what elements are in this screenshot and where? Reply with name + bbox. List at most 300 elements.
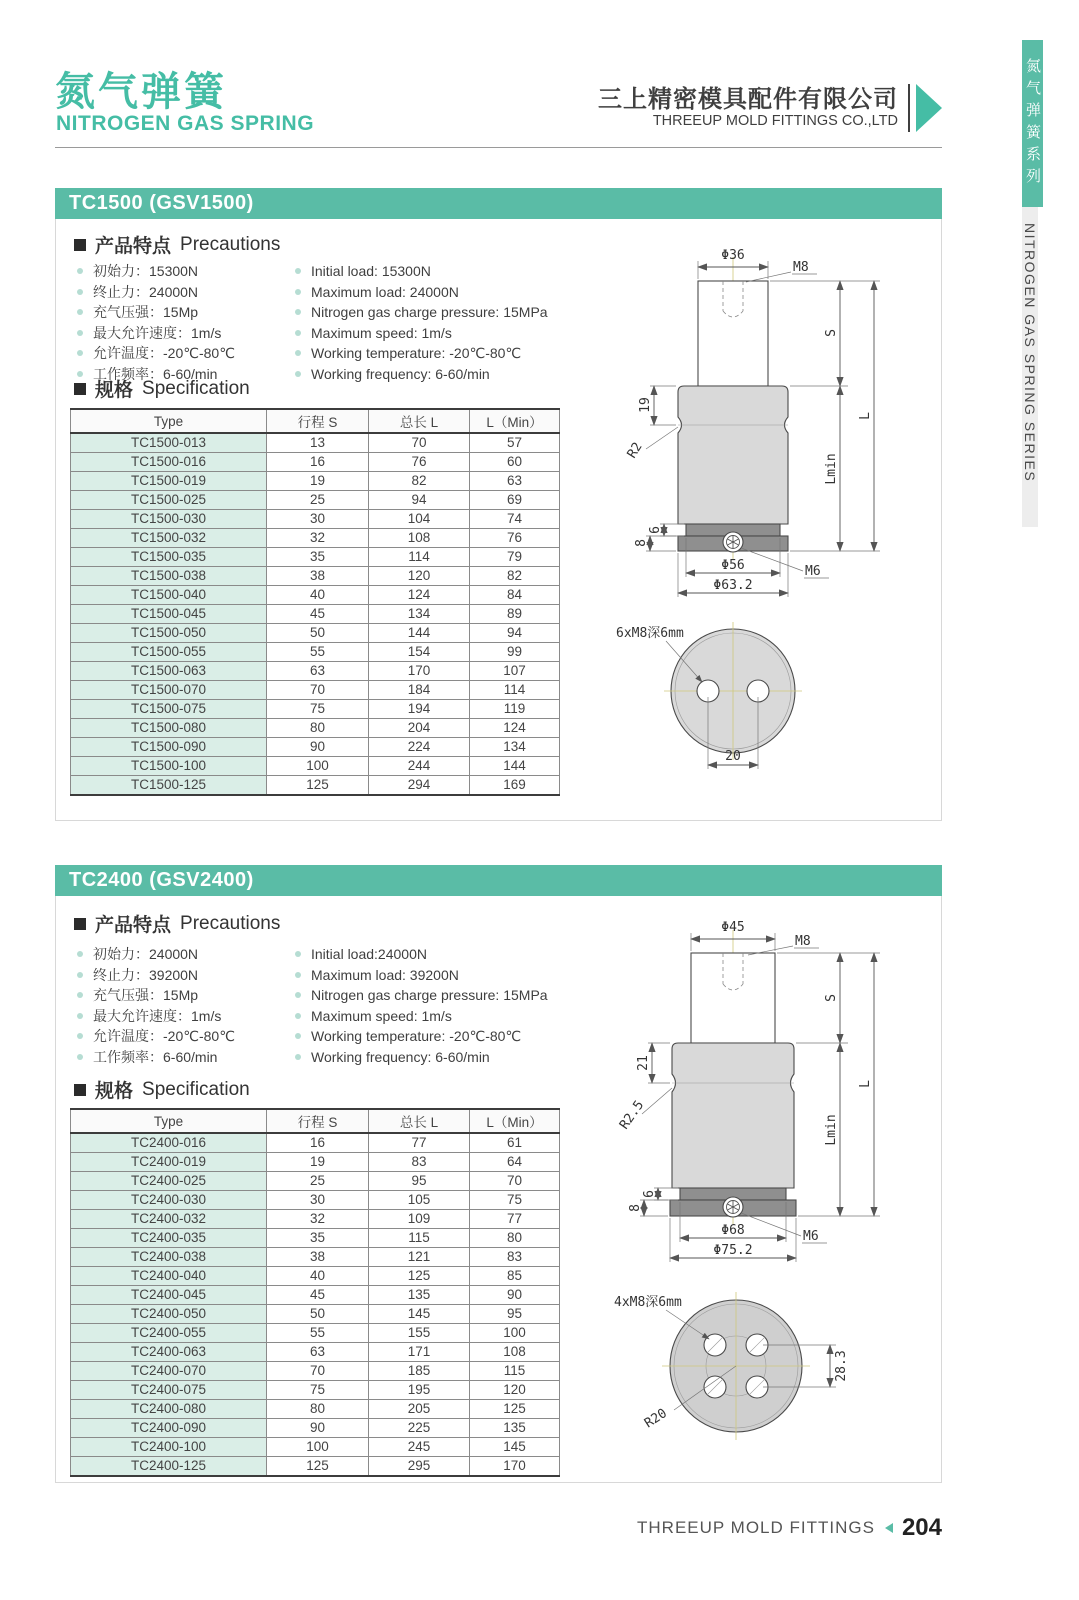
value-cell: 135	[470, 1419, 560, 1438]
type-cell: TC2400-063	[71, 1343, 267, 1362]
bolt-circle-radius: R20	[642, 1405, 670, 1432]
value-cell: 80	[267, 1400, 369, 1419]
company-name-en: THREEUP MOLD FITTINGS CO.,LTD	[652, 113, 898, 130]
value-cell: 63	[470, 472, 560, 491]
type-cell: TC1500-032	[71, 529, 267, 548]
precaution-item: Maximum load: 39200N	[294, 965, 548, 986]
value-cell: 76	[470, 529, 560, 548]
value-cell: 115	[470, 1362, 560, 1381]
dim-top-diameter: Φ36	[721, 248, 745, 263]
section-header-tc2400: TC2400 (GSV2400)	[55, 865, 942, 896]
dim-valve-thread: M6	[803, 1229, 819, 1244]
value-cell: 95	[369, 1172, 470, 1191]
type-cell: TC1500-045	[71, 605, 267, 624]
spec-table-tc1500	[70, 408, 560, 796]
dim-rod-thread: M8	[793, 260, 809, 275]
type-cell: TC1500-090	[71, 738, 267, 757]
value-cell: 154	[369, 643, 470, 662]
value-cell: 108	[470, 1343, 560, 1362]
section-tc2400	[55, 865, 942, 1483]
table-row	[71, 510, 560, 529]
value-cell: 169	[470, 776, 560, 796]
table-row	[71, 719, 560, 738]
precautions-title-en: Precautions	[180, 912, 281, 934]
table-row	[71, 1457, 560, 1477]
value-cell: 124	[470, 719, 560, 738]
type-cell: TC1500-055	[71, 643, 267, 662]
value-cell: 99	[470, 643, 560, 662]
precautions-list-cn	[76, 261, 235, 384]
value-cell: 94	[470, 624, 560, 643]
side-tab-series-en: NITROGEN GAS SPRING SERIES	[1022, 207, 1038, 527]
value-cell: 30	[267, 510, 369, 529]
precaution-item: 允许温度：-20℃-80℃	[76, 343, 235, 364]
dim-dia-inner: Φ68	[721, 1223, 745, 1238]
type-cell: TC2400-025	[71, 1172, 267, 1191]
table-row	[71, 1324, 560, 1343]
table-row	[71, 491, 560, 510]
dim-flange-h2: 8	[628, 1204, 643, 1212]
triangle-left-icon	[885, 1523, 893, 1533]
value-cell: 125	[267, 1457, 369, 1477]
table-row	[71, 1381, 560, 1400]
side-tab	[1022, 40, 1075, 527]
value-cell: 55	[267, 643, 369, 662]
value-cell: 16	[267, 1133, 369, 1153]
company-block	[598, 84, 942, 132]
value-cell: 100	[470, 1324, 560, 1343]
precaution-item: Working temperature: -20℃-80℃	[294, 343, 548, 364]
side-tab-series-cn: 氮气弹簧系列	[1022, 40, 1043, 207]
value-cell: 79	[470, 548, 560, 567]
type-cell: TC1500-035	[71, 548, 267, 567]
value-cell: 25	[267, 1172, 369, 1191]
dim-top-diameter: Φ45	[721, 920, 745, 935]
specification-heading	[74, 375, 250, 402]
type-cell: TC1500-080	[71, 719, 267, 738]
precaution-item: 终止力：24000N	[76, 282, 235, 303]
precaution-item: Working frequency: 6-60/min	[294, 1047, 548, 1068]
col-header-type: Type	[71, 1109, 267, 1133]
spec-title-cn: 规格	[95, 380, 134, 401]
value-cell: 124	[369, 586, 470, 605]
value-cell: 25	[267, 491, 369, 510]
dim-neck: 21	[636, 1055, 651, 1071]
value-cell: 77	[470, 1210, 560, 1229]
precaution-item: 最大允许速度：1m/s	[76, 1006, 235, 1027]
value-cell: 70	[369, 433, 470, 453]
value-cell: 60	[470, 453, 560, 472]
table-row	[71, 1229, 560, 1248]
value-cell: 194	[369, 700, 470, 719]
precautions-heading	[74, 910, 280, 937]
bottom-view	[616, 622, 802, 769]
value-cell: 120	[369, 567, 470, 586]
type-cell: TC2400-030	[71, 1191, 267, 1210]
bottom-hole-note: 6xM8深6mm	[616, 626, 684, 641]
dim-flange-h2: 8	[634, 539, 649, 547]
col-header-length: 总长 L	[369, 409, 470, 433]
square-bullet-icon	[74, 239, 86, 251]
value-cell: 115	[369, 1229, 470, 1248]
type-cell: TC2400-019	[71, 1153, 267, 1172]
value-cell: 100	[267, 757, 369, 776]
type-cell: TC1500-063	[71, 662, 267, 681]
value-cell: 184	[369, 681, 470, 700]
bottom-hole-dim: 20	[725, 749, 741, 764]
value-cell: 100	[267, 1438, 369, 1457]
value-cell: 155	[369, 1324, 470, 1343]
value-cell: 64	[470, 1153, 560, 1172]
dim-dia-outer: Φ75.2	[713, 1243, 753, 1258]
dim-lmin: Lmin	[824, 453, 839, 485]
value-cell: 35	[267, 548, 369, 567]
precaution-item: 最大允许速度：1m/s	[76, 323, 235, 344]
table-row	[71, 1305, 560, 1324]
precautions-list-cn	[76, 944, 235, 1067]
page-number: 204	[901, 1514, 942, 1541]
value-cell: 114	[369, 548, 470, 567]
table-row	[71, 567, 560, 586]
type-cell: TC2400-038	[71, 1248, 267, 1267]
precaution-item: 充气压强：15Mp	[76, 302, 235, 323]
value-cell: 195	[369, 1381, 470, 1400]
precaution-item: 终止力：39200N	[76, 965, 235, 986]
value-cell: 144	[369, 624, 470, 643]
value-cell: 294	[369, 776, 470, 796]
value-cell: 105	[369, 1191, 470, 1210]
value-cell: 70	[470, 1172, 560, 1191]
value-cell: 32	[267, 1210, 369, 1229]
value-cell: 55	[267, 1324, 369, 1343]
value-cell: 70	[267, 681, 369, 700]
type-cell: TC1500-125	[71, 776, 267, 796]
precaution-item: Initial load:24000N	[294, 944, 548, 965]
value-cell: 225	[369, 1419, 470, 1438]
value-cell: 70	[267, 1362, 369, 1381]
value-cell: 50	[267, 1305, 369, 1324]
table-row	[71, 548, 560, 567]
value-cell: 134	[369, 605, 470, 624]
value-cell: 83	[369, 1153, 470, 1172]
value-cell: 224	[369, 738, 470, 757]
piston-rod	[698, 281, 768, 386]
precaution-item: Maximum load: 24000N	[294, 282, 548, 303]
value-cell: 69	[470, 491, 560, 510]
value-cell: 108	[369, 529, 470, 548]
precaution-item: Working frequency: 6-60/min	[294, 364, 548, 385]
table-row	[71, 700, 560, 719]
square-bullet-icon	[74, 383, 86, 395]
dim-stroke-s: S	[824, 994, 839, 1002]
type-cell: TC2400-125	[71, 1457, 267, 1477]
value-cell: 104	[369, 510, 470, 529]
section-header-tc1500: TC1500 (GSV1500)	[55, 188, 942, 219]
precautions-list-en	[294, 261, 548, 384]
precautions-title-en: Precautions	[180, 233, 281, 255]
table-row	[71, 643, 560, 662]
value-cell: 63	[267, 662, 369, 681]
value-cell: 74	[470, 510, 560, 529]
dim-flange-h1: 6	[648, 526, 663, 534]
table-row	[71, 738, 560, 757]
table-header-row	[71, 409, 560, 433]
bottom-hole-dim: 28.3	[834, 1350, 849, 1382]
table-row	[71, 453, 560, 472]
technical-drawing-tc2400	[608, 918, 968, 1468]
value-cell: 135	[369, 1286, 470, 1305]
precautions-title-cn: 产品特点	[95, 236, 172, 257]
square-bullet-icon	[74, 918, 86, 930]
value-cell: 295	[369, 1457, 470, 1477]
bottom-hole-note: 4xM8深6mm	[614, 1295, 682, 1310]
type-cell: TC2400-040	[71, 1267, 267, 1286]
value-cell: 94	[369, 491, 470, 510]
table-row	[71, 433, 560, 453]
value-cell: 76	[369, 453, 470, 472]
piston-rod	[691, 953, 775, 1043]
value-cell: 75	[267, 1381, 369, 1400]
table-row	[71, 1400, 560, 1419]
type-cell: TC1500-040	[71, 586, 267, 605]
type-cell: TC2400-090	[71, 1419, 267, 1438]
spec-title-cn: 规格	[95, 1081, 134, 1102]
value-cell: 75	[267, 700, 369, 719]
page-title-en: NITROGEN GAS SPRING	[56, 112, 315, 135]
value-cell: 204	[369, 719, 470, 738]
spec-table-tc2400	[70, 1108, 560, 1477]
table-row	[71, 776, 560, 796]
value-cell: 171	[369, 1343, 470, 1362]
value-cell: 83	[470, 1248, 560, 1267]
type-cell: TC2400-100	[71, 1438, 267, 1457]
page-footer	[55, 1514, 942, 1542]
table-row	[71, 1267, 560, 1286]
value-cell: 32	[267, 529, 369, 548]
charge-valve	[723, 532, 743, 552]
table-row	[71, 757, 560, 776]
company-text	[598, 86, 898, 130]
value-cell: 244	[369, 757, 470, 776]
dim-total-l: L	[858, 1080, 873, 1088]
bottom-view	[614, 1292, 849, 1440]
specification-heading	[74, 1076, 250, 1103]
value-cell: 80	[470, 1229, 560, 1248]
value-cell: 16	[267, 453, 369, 472]
section-body-tc2400	[55, 896, 942, 1483]
value-cell: 30	[267, 1191, 369, 1210]
value-cell: 114	[470, 681, 560, 700]
type-cell: TC1500-019	[71, 472, 267, 491]
dim-dia-inner: Φ56	[721, 558, 745, 573]
value-cell: 50	[267, 624, 369, 643]
col-header-stroke: 行程 S	[267, 409, 369, 433]
dim-total-l: L	[858, 412, 873, 420]
value-cell: 85	[470, 1267, 560, 1286]
table-row	[71, 529, 560, 548]
value-cell: 77	[369, 1133, 470, 1153]
table-row	[71, 1153, 560, 1172]
value-cell: 38	[267, 567, 369, 586]
type-cell: TC2400-080	[71, 1400, 267, 1419]
footer-brand: THREEUP MOLD FITTINGS	[637, 1518, 875, 1537]
technical-drawing-tc1500	[608, 241, 968, 806]
company-name-cn: 三上精密模具配件有限公司	[598, 85, 898, 113]
value-cell: 45	[267, 605, 369, 624]
value-cell: 107	[470, 662, 560, 681]
precaution-item: 允许温度：-20℃-80℃	[76, 1026, 235, 1047]
table-row	[71, 1419, 560, 1438]
dim-rod-thread: M8	[795, 934, 811, 949]
precaution-item: 初始力：24000N	[76, 944, 235, 965]
table-row	[71, 1438, 560, 1457]
table-row	[71, 1172, 560, 1191]
company-separator	[908, 84, 910, 132]
table-row	[71, 586, 560, 605]
precaution-item: Working temperature: -20℃-80℃	[294, 1026, 548, 1047]
type-cell: TC2400-035	[71, 1229, 267, 1248]
spec-title-en: Specification	[142, 1078, 250, 1100]
value-cell: 170	[369, 662, 470, 681]
table-row	[71, 472, 560, 491]
table-row	[71, 1248, 560, 1267]
section-tc1500	[55, 188, 942, 821]
type-cell: TC1500-075	[71, 700, 267, 719]
type-cell: TC1500-050	[71, 624, 267, 643]
dim-stroke-s: S	[824, 329, 839, 337]
dim-dia-outer: Φ63.2	[713, 578, 753, 593]
value-cell: 205	[369, 1400, 470, 1419]
value-cell: 82	[369, 472, 470, 491]
type-cell: TC2400-070	[71, 1362, 267, 1381]
dim-neck-radius: R2.5	[616, 1098, 648, 1133]
table-row	[71, 605, 560, 624]
type-cell: TC2400-055	[71, 1324, 267, 1343]
precaution-item: Nitrogen gas charge pressure: 15MPa	[294, 985, 548, 1006]
value-cell: 40	[267, 586, 369, 605]
col-header-type: Type	[71, 409, 267, 433]
precautions-list-en	[294, 944, 548, 1067]
value-cell: 185	[369, 1362, 470, 1381]
table-row	[71, 1133, 560, 1153]
value-cell: 80	[267, 719, 369, 738]
value-cell: 13	[267, 433, 369, 453]
type-cell: TC2400-045	[71, 1286, 267, 1305]
precaution-item: Maximum speed: 1m/s	[294, 323, 548, 344]
cylinder-body	[678, 386, 788, 524]
value-cell: 57	[470, 433, 560, 453]
value-cell: 90	[267, 1419, 369, 1438]
value-cell: 125	[369, 1267, 470, 1286]
dim-flange-h1: 6	[642, 1190, 657, 1198]
type-cell: TC1500-070	[71, 681, 267, 700]
value-cell: 144	[470, 757, 560, 776]
value-cell: 90	[267, 738, 369, 757]
value-cell: 40	[267, 1267, 369, 1286]
value-cell: 145	[369, 1305, 470, 1324]
col-header-stroke: 行程 S	[267, 1109, 369, 1133]
value-cell: 125	[267, 776, 369, 796]
table-row	[71, 662, 560, 681]
type-cell: TC2400-016	[71, 1133, 267, 1153]
precaution-item: 工作频率：6-60/min	[76, 364, 235, 385]
value-cell: 90	[470, 1286, 560, 1305]
type-cell: TC1500-016	[71, 453, 267, 472]
col-header-lmin: L（Min）	[470, 409, 560, 433]
dim-neck-radius: R2	[624, 439, 646, 462]
value-cell: 170	[470, 1457, 560, 1477]
spec-title-en: Specification	[142, 377, 250, 399]
precaution-item: Initial load: 15300N	[294, 261, 548, 282]
value-cell: 245	[369, 1438, 470, 1457]
dim-valve-thread: M6	[805, 564, 821, 579]
value-cell: 134	[470, 738, 560, 757]
precaution-item: 初始力：15300N	[76, 261, 235, 282]
value-cell: 19	[267, 472, 369, 491]
charge-valve	[723, 1197, 743, 1217]
type-cell: TC2400-050	[71, 1305, 267, 1324]
table-row	[71, 1191, 560, 1210]
dim-neck: 19	[638, 397, 653, 413]
table-header-row	[71, 1109, 560, 1133]
type-cell: TC1500-100	[71, 757, 267, 776]
table-row	[71, 1286, 560, 1305]
header-divider	[55, 147, 942, 148]
section-body-tc1500	[55, 219, 942, 821]
table-row	[71, 681, 560, 700]
square-bullet-icon	[74, 1084, 86, 1096]
value-cell: 38	[267, 1248, 369, 1267]
value-cell: 75	[470, 1191, 560, 1210]
value-cell: 19	[267, 1153, 369, 1172]
col-header-lmin: L（Min）	[470, 1109, 560, 1133]
table-row	[71, 1210, 560, 1229]
type-cell: TC1500-030	[71, 510, 267, 529]
precaution-item: 充气压强：15Mp	[76, 985, 235, 1006]
value-cell: 109	[369, 1210, 470, 1229]
value-cell: 120	[470, 1381, 560, 1400]
type-cell: TC1500-025	[71, 491, 267, 510]
type-cell: TC1500-013	[71, 433, 267, 453]
page-title-cn: 氮气弹簧	[55, 70, 227, 114]
table-row	[71, 1343, 560, 1362]
value-cell: 95	[470, 1305, 560, 1324]
col-header-length: 总长 L	[369, 1109, 470, 1133]
table-row	[71, 1362, 560, 1381]
type-cell: TC2400-075	[71, 1381, 267, 1400]
type-cell: TC1500-038	[71, 567, 267, 586]
cylinder-body	[672, 1043, 794, 1188]
table-row	[71, 624, 560, 643]
value-cell: 125	[470, 1400, 560, 1419]
precautions-title-cn: 产品特点	[95, 915, 172, 936]
precaution-item: 工作频率：6-60/min	[76, 1047, 235, 1068]
precautions-heading	[74, 231, 280, 258]
dim-lmin: Lmin	[824, 1114, 839, 1146]
value-cell: 119	[470, 700, 560, 719]
value-cell: 61	[470, 1133, 560, 1153]
precaution-item: Maximum speed: 1m/s	[294, 1006, 548, 1027]
value-cell: 35	[267, 1229, 369, 1248]
arrow-right-icon	[916, 84, 942, 132]
value-cell: 45	[267, 1286, 369, 1305]
value-cell: 84	[470, 586, 560, 605]
value-cell: 145	[470, 1438, 560, 1457]
type-cell: TC2400-032	[71, 1210, 267, 1229]
value-cell: 63	[267, 1343, 369, 1362]
value-cell: 121	[369, 1248, 470, 1267]
value-cell: 89	[470, 605, 560, 624]
